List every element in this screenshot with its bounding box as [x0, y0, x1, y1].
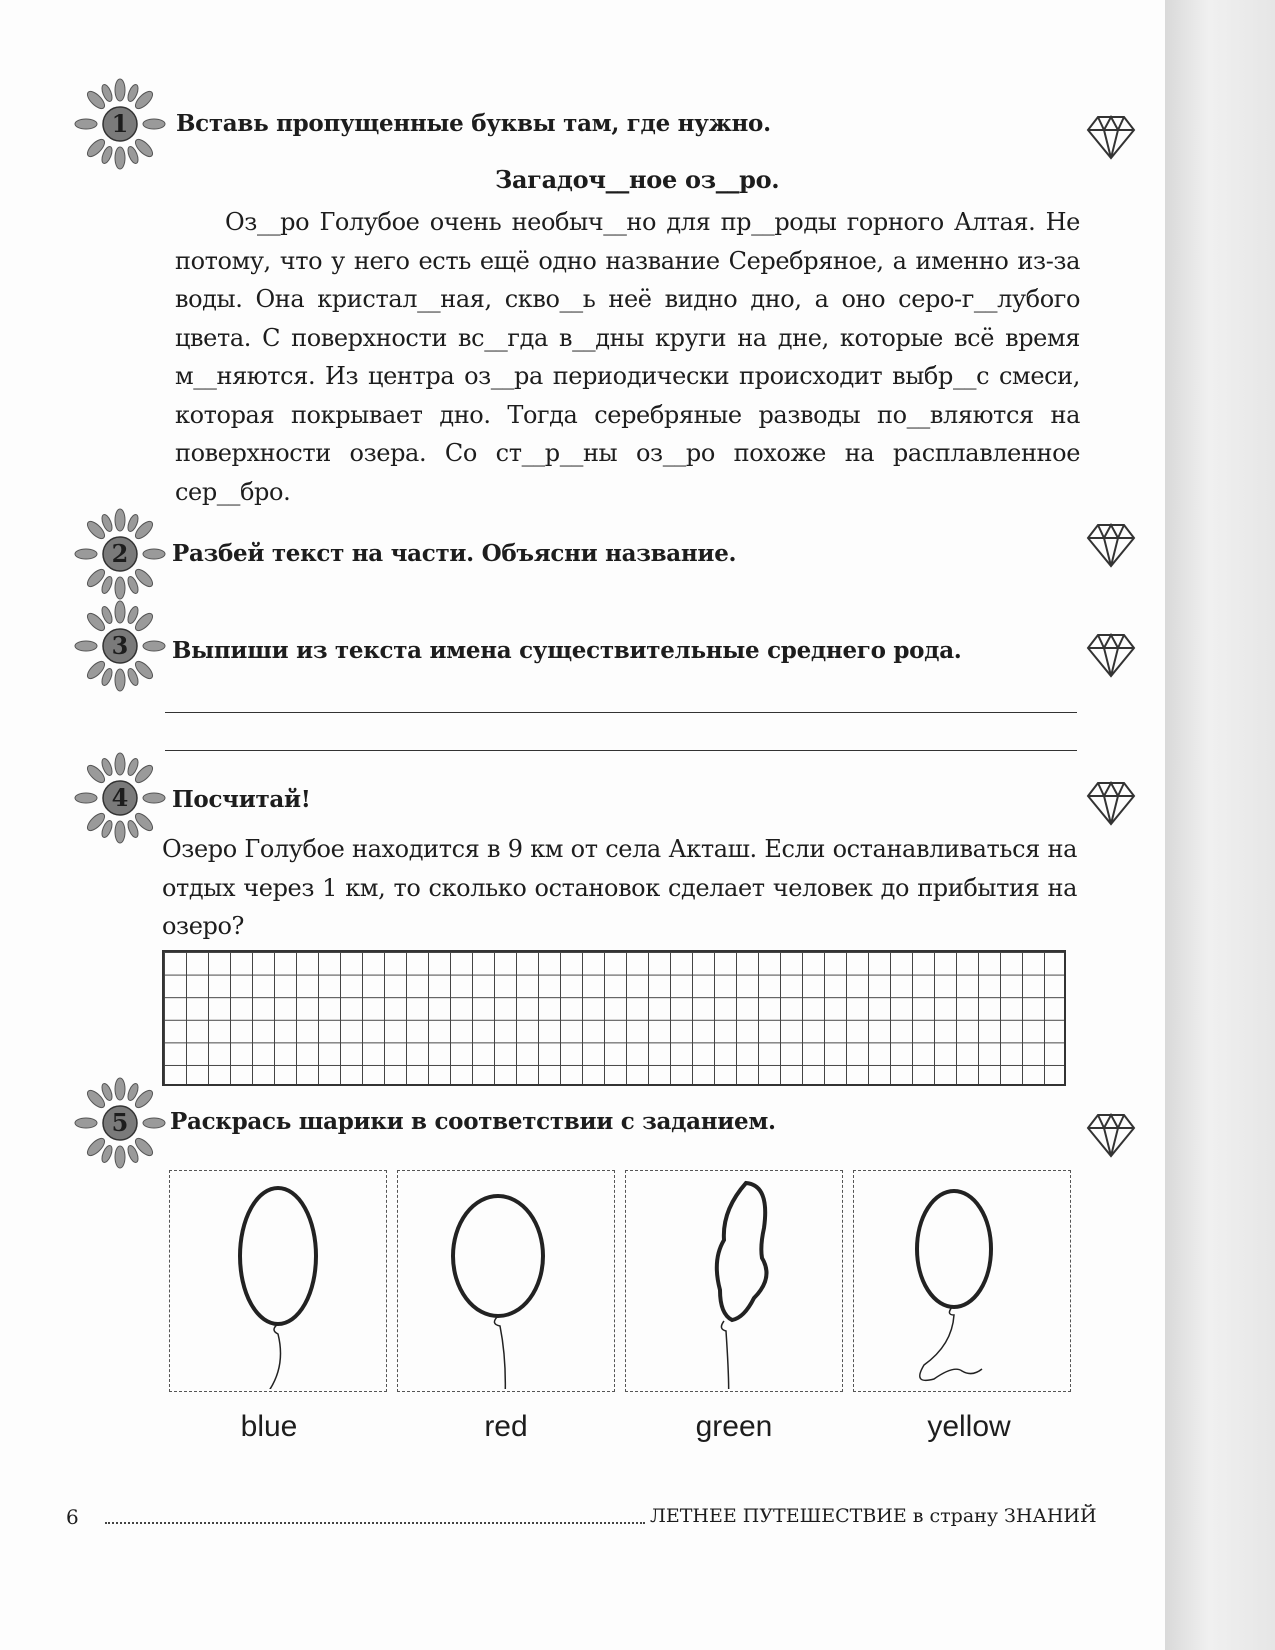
- book-title: ЛЕТНЕЕ ПУТЕШЕСТВИЕ в страну ЗНАНИЙ: [650, 1505, 1097, 1527]
- task-4-instruction: Посчитай!: [172, 786, 311, 813]
- diamond-icon: [1082, 1110, 1140, 1160]
- page-edge-shadow: [1165, 0, 1275, 1650]
- diamond-icon: [1082, 778, 1140, 828]
- balloon-icon: [398, 1171, 613, 1389]
- balloon-card-yellow[interactable]: [853, 1170, 1071, 1392]
- task-number-badge-1: [72, 76, 168, 172]
- task-number-badge-4: [72, 750, 168, 846]
- task-number: 1: [111, 109, 129, 138]
- task-number: 5: [111, 1108, 129, 1137]
- task-number: 4: [111, 783, 129, 812]
- balloon-label: green: [695, 1410, 773, 1443]
- balloon-label: red: [484, 1410, 528, 1443]
- balloon-icon: [626, 1171, 841, 1389]
- task-number-badge-3: [72, 598, 168, 694]
- diamond-icon: [1082, 520, 1140, 570]
- diamond-icon: [1082, 630, 1140, 680]
- task-2-instruction: Разбей текст на части. Объясни название.: [172, 540, 737, 567]
- task-number-badge-5: [72, 1075, 168, 1171]
- balloon-card-green[interactable]: [625, 1170, 843, 1392]
- balloon-label: yellow: [927, 1410, 1011, 1443]
- diamond-icon: [1082, 112, 1140, 162]
- balloon-label: blue: [240, 1410, 298, 1443]
- problem-text: Озеро Голубое находится в 9 км от села Акташ. Если останавливаться на отдых через 1 км, то сколько остановок сделает человек до прибытия на озеро?: [162, 835, 1077, 940]
- balloon-card-red[interactable]: [397, 1170, 615, 1392]
- task-1-instruction: Вставь пропущенные буквы там, где нужно.: [176, 110, 771, 137]
- footer-dotted-leader: [105, 1522, 645, 1524]
- balloon-card-blue[interactable]: [169, 1170, 387, 1392]
- task-number-badge-2: [72, 506, 168, 602]
- task-number: 3: [111, 631, 129, 660]
- answer-line[interactable]: [165, 750, 1077, 751]
- task-5-instruction: Раскрась шарики в соответствии с заданием.: [170, 1108, 776, 1135]
- page-number: 6: [66, 1505, 79, 1529]
- task-3-instruction: Выпиши из текста имена существительные среднего рода.: [172, 637, 962, 664]
- balloon-icon: [854, 1171, 1069, 1389]
- balloon-icon: [170, 1171, 385, 1389]
- task-number: 2: [111, 539, 129, 568]
- story-text: Оз__ро Голубое очень необыч__но для пр__роды горного Алтая. Не потому, что у него есть ещё одно название Серебряное, а именно из-за воды. Она кристал__ная, скво__ь неё видно дно, а оно серо-г__лубого цвета. С поверхности вс__гда в__дны круги на дне, которые всё время м__няются. Из центра оз__ра периодически происходит выбр__с смеси, которая покрывает дно. Тогда серебряные разводы по__вляются на поверхности озера. Со ст__р__ны оз__ро похоже на расплавленное сер__бро.: [175, 208, 1080, 506]
- answer-grid[interactable]: [162, 950, 1066, 1086]
- story-title: Загадоч__ное оз__ро.: [495, 165, 780, 194]
- answer-line[interactable]: [165, 712, 1077, 713]
